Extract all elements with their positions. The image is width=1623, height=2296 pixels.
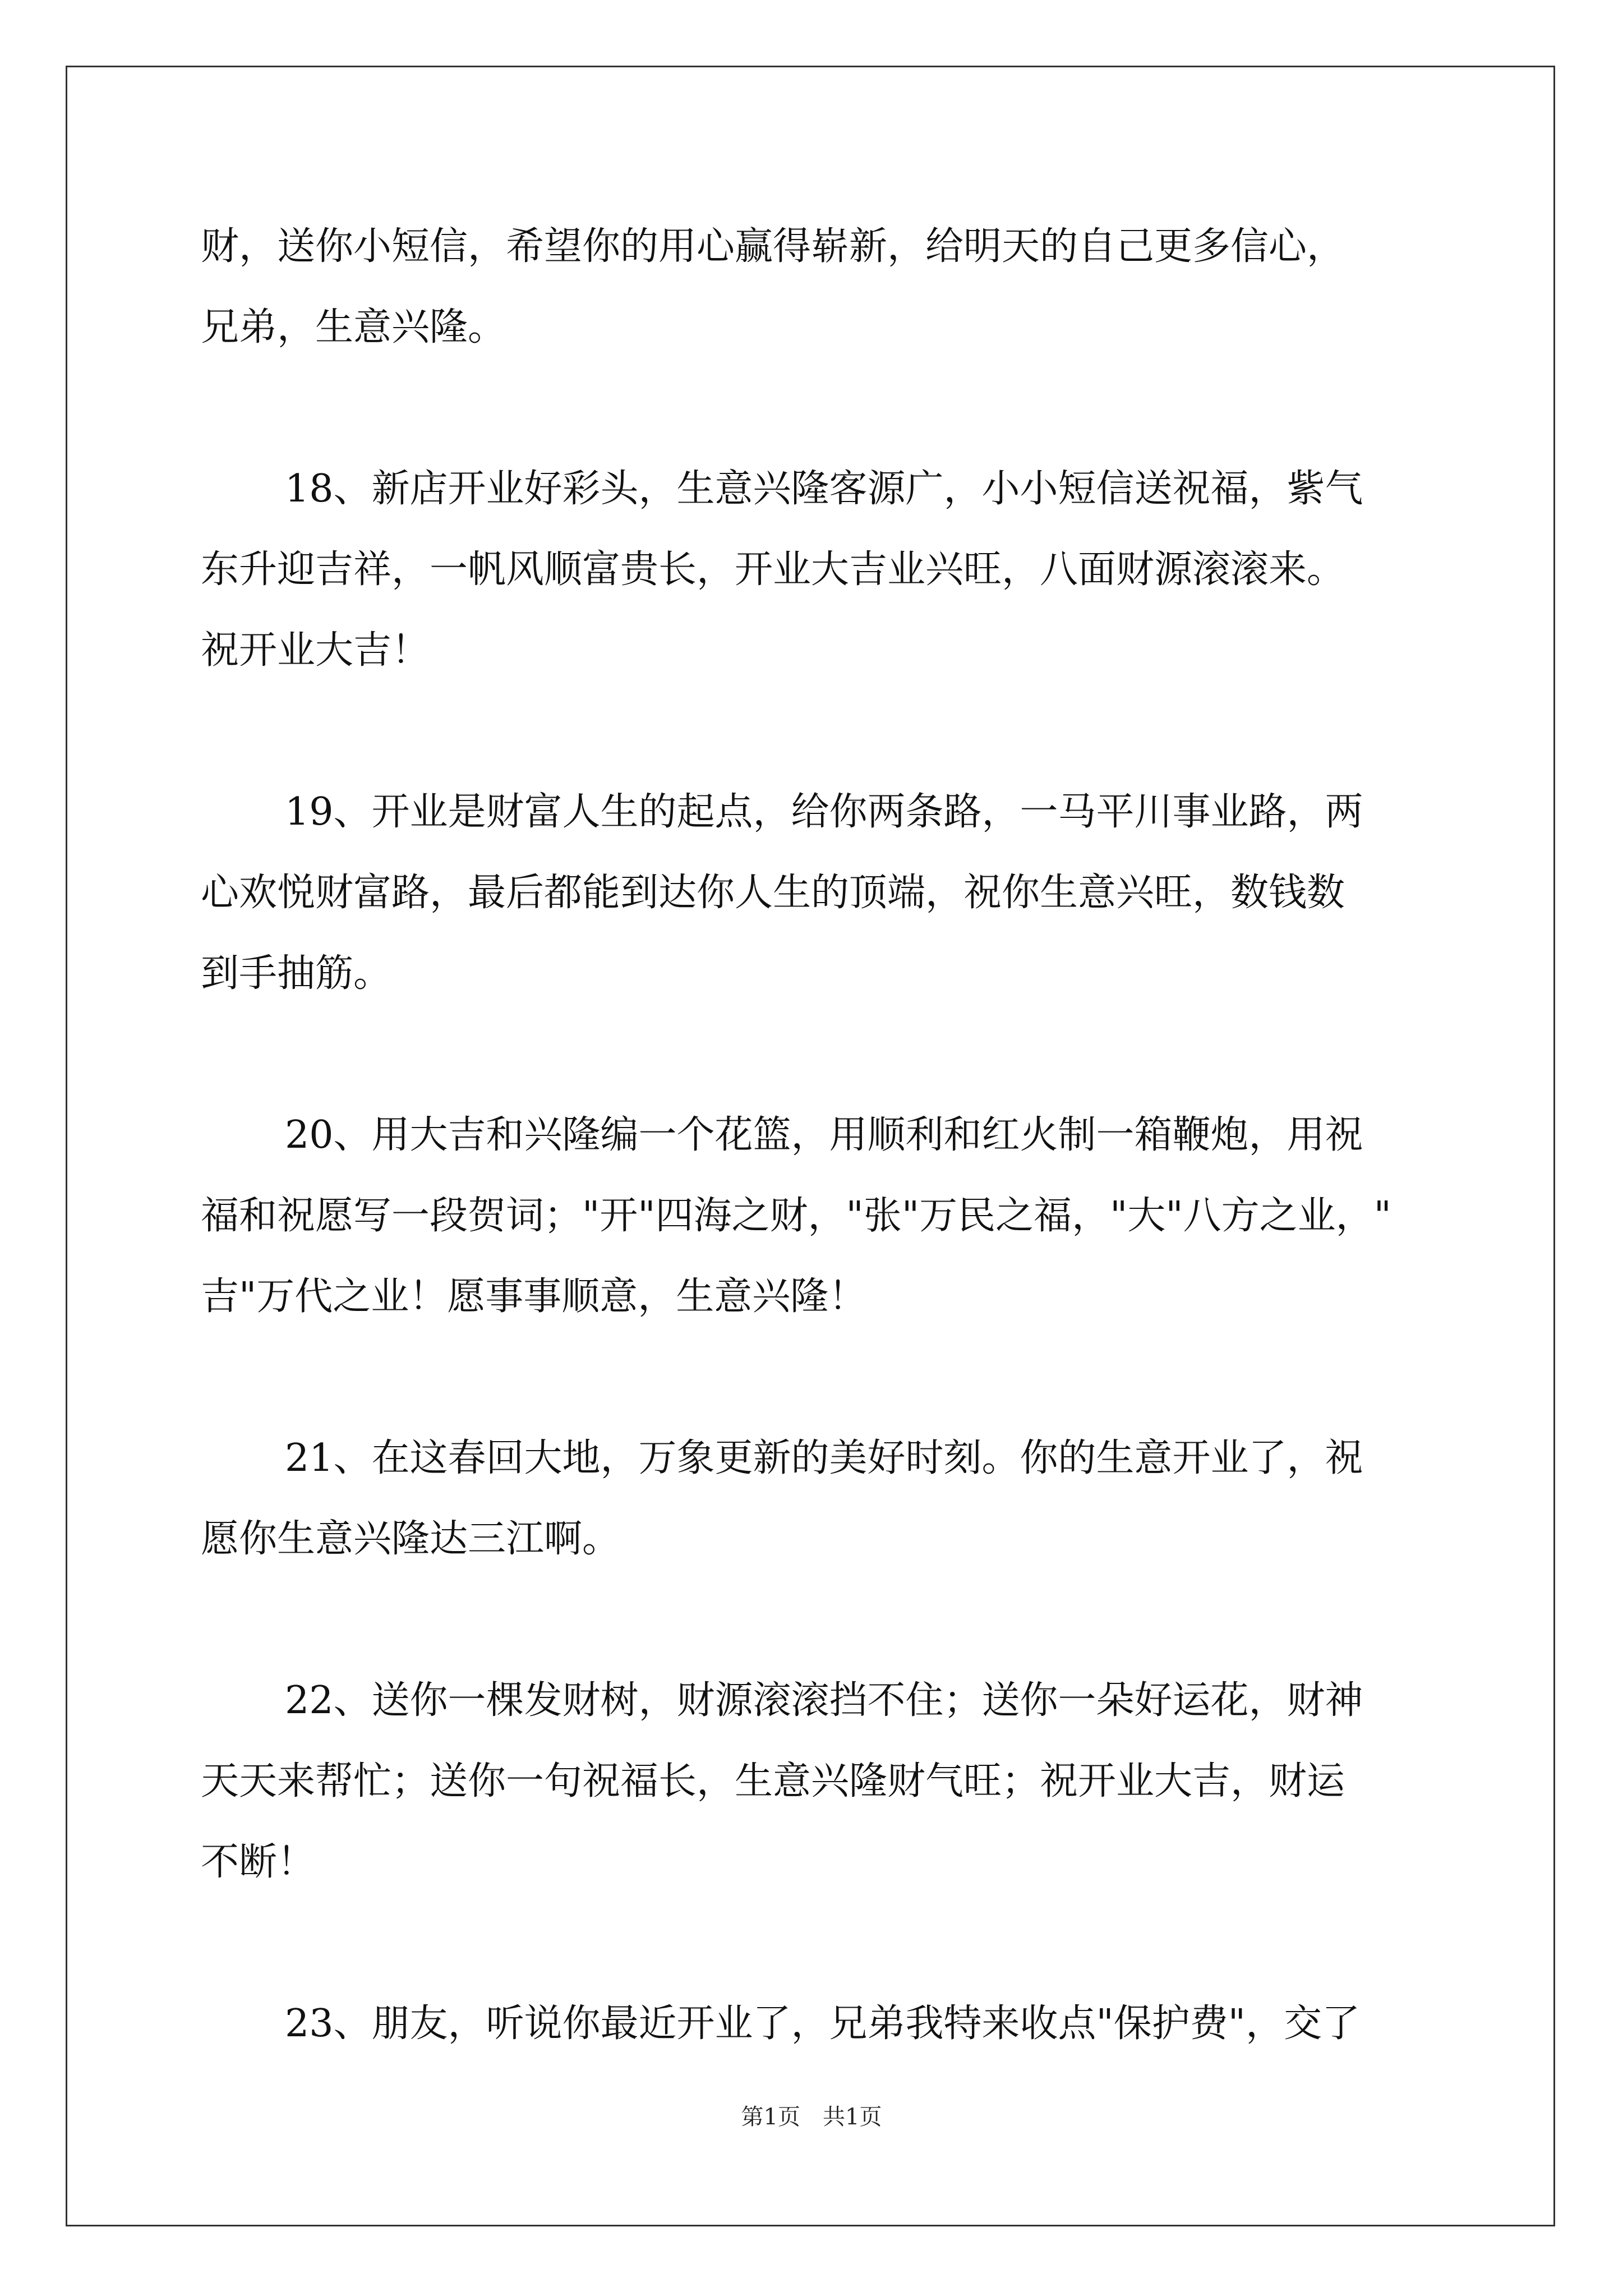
paragraph [201, 1984, 1440, 2064]
text-line: 20、用大吉和兴隆编一个花篮，用顺利和红火制一箱鞭炮，用祝 [285, 1113, 1363, 1157]
text-line: 吉"万代之业！愿事事顺意，生意兴隆！ [201, 1274, 867, 1319]
text-line: 福和祝愿写一段贺词；"开"四海之财，"张"万民之福，"大"八方之业，" [201, 1194, 1391, 1238]
text-line: 财，送你小短信，希望你的用心赢得崭新，给明天的自己更多信心， [201, 224, 1345, 269]
text-line: 心欢悦财富路，最后都能到达你人生的顶端，祝你生意兴旺，数钱数 [201, 871, 1345, 915]
text-line: 23、朋友，听说你最近开业了，兄弟我特来收点"保护费"，交了 [285, 2001, 1361, 2046]
paragraph [201, 1660, 1440, 1903]
text-line: 祝开业大吉！ [201, 628, 430, 673]
text-line: 不断！ [201, 1840, 316, 1884]
paragraph [201, 772, 1440, 1014]
text-line: 22、送你一棵发财树，财源滚滚挡不住；送你一朵好运花，财神 [285, 1678, 1363, 1723]
text-line: 21、在这春回大地，万象更新的美好时刻。你的生意开业了，祝 [285, 1436, 1363, 1480]
text-line: 18、新店开业好彩头，生意兴隆客源广，小小短信送祝福，紫气 [285, 467, 1363, 511]
text-line: 天天来帮忙；送你一句祝福长，生意兴隆财气旺；祝开业大吉，财运 [201, 1759, 1345, 1803]
paragraph [201, 1418, 1440, 1580]
paragraph [201, 449, 1440, 691]
document-body [201, 206, 1440, 2145]
text-line: 到手抽筋。 [201, 951, 392, 996]
paragraph [201, 1095, 1440, 1337]
text-line: 愿你生意兴隆达三江啊。 [201, 1517, 621, 1561]
text-line: 东升迎吉祥，一帆风顺富贵长，开业大吉业兴旺，八面财源滚滚来。 [201, 547, 1345, 592]
text-line: 兄弟，生意兴隆。 [201, 305, 506, 349]
text-line: 19、开业是财富人生的起点，给你两条路，一马平川事业路，两 [285, 790, 1363, 834]
page-footer: 第1页 共1页 [741, 2104, 882, 2130]
paragraph [201, 206, 1440, 368]
